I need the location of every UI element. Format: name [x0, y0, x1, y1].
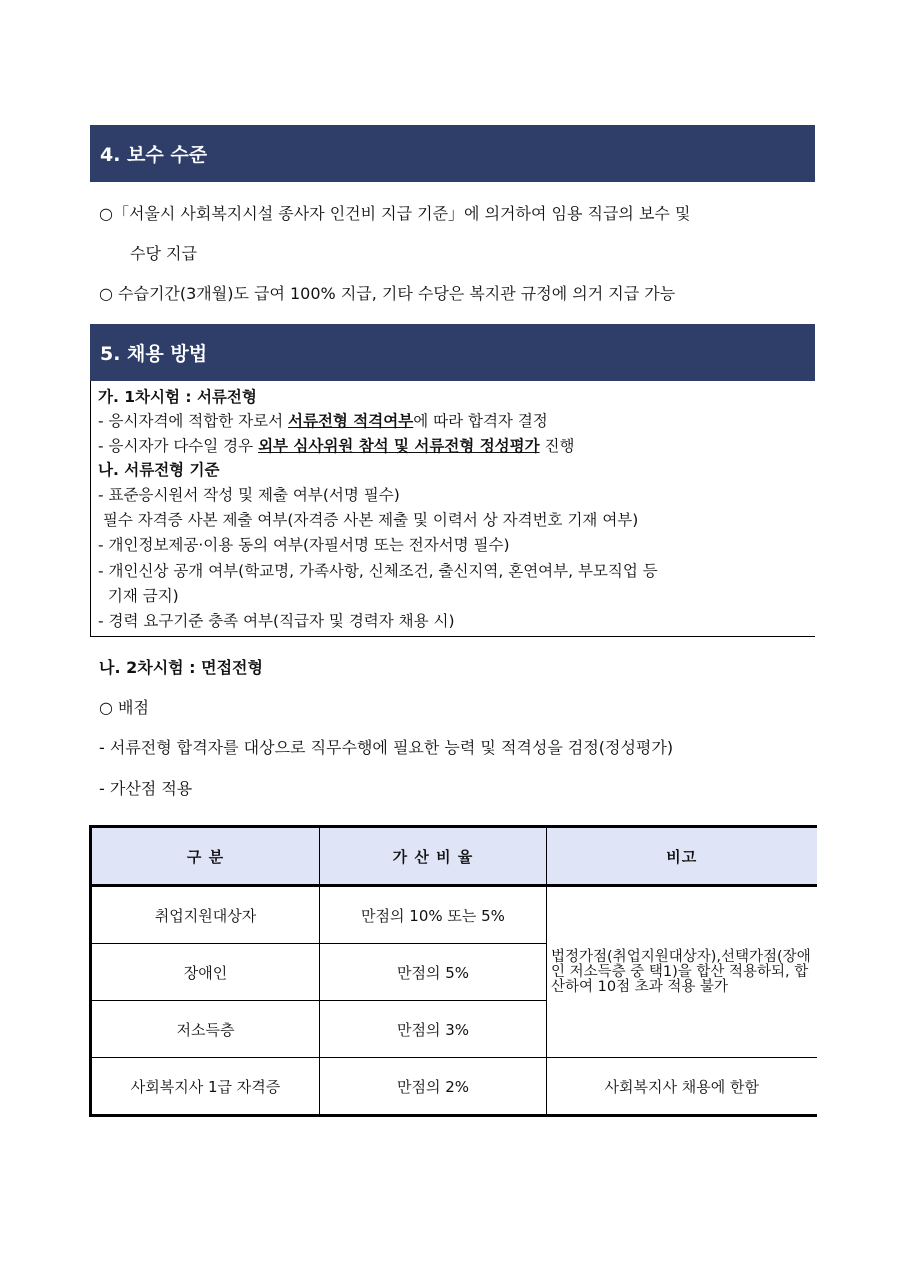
screening-line-2-emphasis: 외부 심사위원 참석 및 서류전형 정성평가: [258, 437, 540, 455]
section-5-title: 5. 채용 방법: [100, 343, 208, 365]
rate-cell: 만점의 5%: [320, 944, 547, 1001]
section-4-header: [90, 125, 815, 182]
category-cell: 취업지원대상자: [91, 886, 320, 944]
note-cell: 사회복지사 채용에 한함: [547, 1058, 817, 1116]
criteria-item: 필수 자격증 사본 제출 여부(자격증 사본 제출 및 이력서 상 자격번호 기재 여부): [98, 511, 639, 529]
table-header-row: [91, 827, 817, 886]
screening-line-2: [98, 435, 574, 457]
rate-cell: 만점의 2%: [320, 1058, 547, 1116]
screening-line-2-pre: - 응시자가 다수일 경우: [98, 437, 259, 455]
pay-basis-text-cont: 수당 지급: [130, 244, 197, 263]
document-screening-box: [90, 381, 815, 637]
criteria-item: - 경력 요구기준 충족 여부(직급자 및 경력자 채용 시): [98, 612, 455, 630]
score-label: ○ 배점: [99, 698, 149, 717]
section-4-title: 4. 보수 수준: [100, 144, 208, 166]
section-5-header: [90, 324, 815, 381]
first-exam-title: 가. 1차시험 : 서류전형: [98, 388, 257, 406]
header-category: 구 분: [91, 827, 320, 886]
rate-cell: 만점의 10% 또는 5%: [320, 886, 547, 944]
criteria-item: 기재 금지): [98, 587, 179, 605]
criteria-item: - 개인신상 공개 여부(학교명, 가족사항, 신체조건, 출신지역, 혼연여부, 부모직업 등: [98, 562, 658, 580]
category-cell: 저소득층: [91, 1001, 320, 1058]
header-rate: 가 산 비 율: [320, 827, 547, 886]
table-row: [91, 1058, 817, 1116]
screening-line-1: [98, 410, 548, 432]
criteria-item: - 표준응시원서 작성 및 제출 여부(서명 필수): [98, 486, 400, 504]
score-description: - 서류전형 합격자를 대상으로 직무수행에 필요한 능력 및 적격성을 검정(정성평가): [99, 738, 674, 757]
merged-note-cell: 법정가점(취업지원대상자),선택가점(장애인 저소득층 중 택1)을 합산 적용하되, 합산하여 10점 초과 적용 불가: [547, 886, 817, 1058]
screening-line-1-post: 에 따라 합격자 결정: [413, 412, 548, 430]
category-cell: 사회복지사 1급 자격증: [91, 1058, 320, 1116]
bonus-label: - 가산점 적용: [99, 779, 193, 798]
probation-pay-text: ○ 수습기간(3개월)도 급여 100% 지급, 기타 수당은 복지관 규정에 의거 지급 가능: [99, 284, 676, 303]
pay-basis-text: ○「서울시 사회복지시설 종사자 인건비 지급 기준」에 의거하여 임용 직급의 보수 및: [99, 204, 691, 223]
header-note: 비고: [547, 827, 817, 886]
screening-line-1-pre: - 응시자격에 적합한 자로서: [98, 412, 289, 430]
second-exam-title: 나. 2차시험 : 면접전형: [99, 658, 263, 677]
bonus-rate-table: [89, 825, 817, 1117]
screening-line-1-emphasis: 서류전형 적격여부: [288, 412, 414, 430]
table-row: [91, 886, 817, 944]
criteria-item: - 개인정보제공·이용 동의 여부(자필서명 또는 전자서명 필수): [98, 536, 510, 554]
screening-line-2-post: 진행: [539, 437, 575, 455]
category-cell: 장애인: [91, 944, 320, 1001]
rate-cell: 만점의 3%: [320, 1001, 547, 1058]
criteria-title: 나. 서류전형 기준: [98, 461, 220, 479]
